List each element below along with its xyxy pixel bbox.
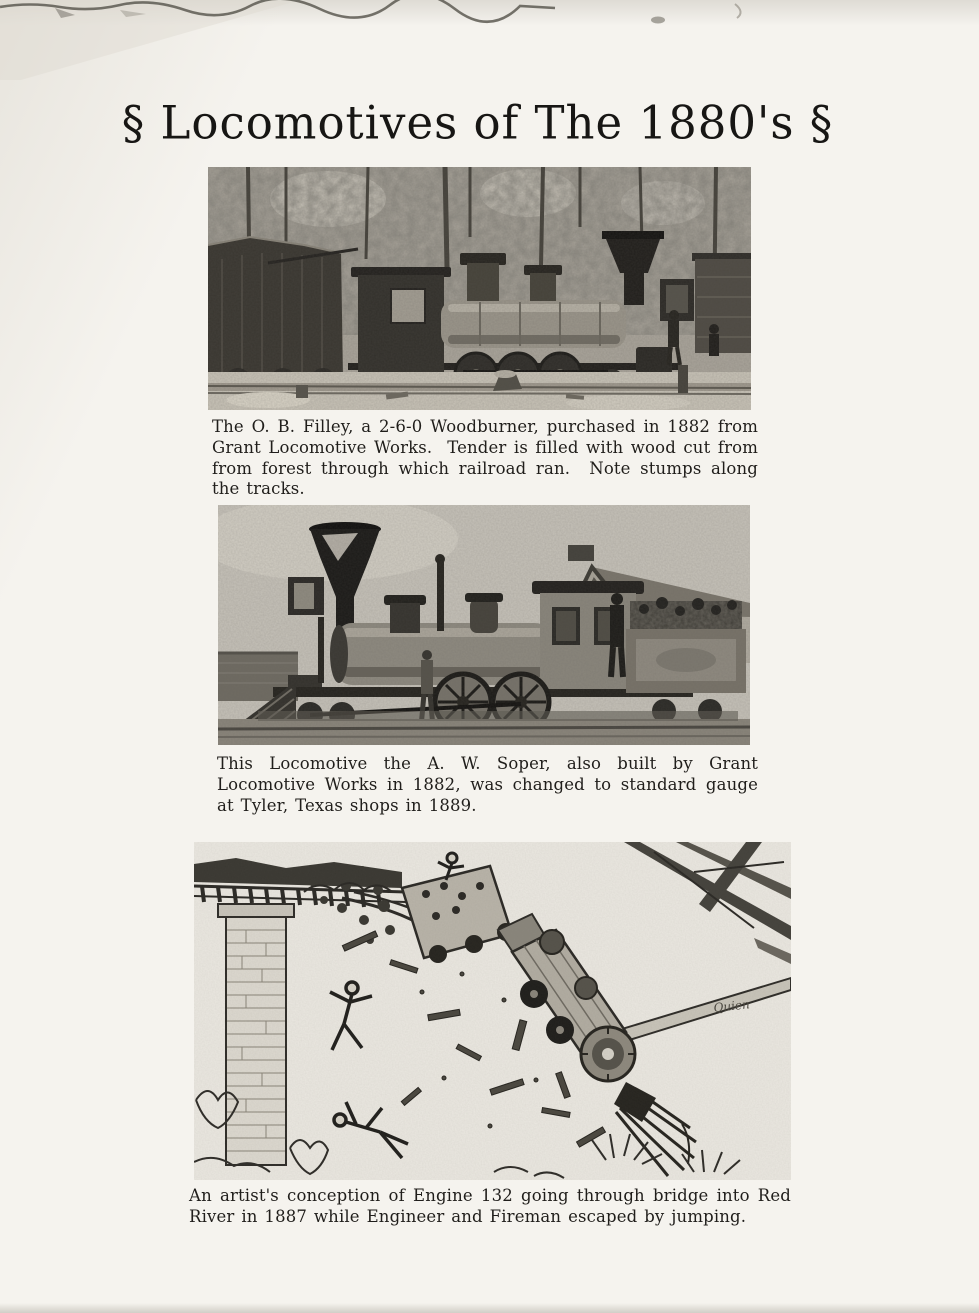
soper-locomotive-photograph	[218, 505, 750, 745]
filley-locomotive-photograph	[208, 167, 751, 410]
engraving-grain	[194, 842, 791, 1180]
caption-filley: The O. B. Filley, a 2-6-0 Woodburner, purchased in 1882 from Grant Locomotive Works. Tender is filled with wood cut from from forest through which railroad ran. Note stumps along the tracks.	[212, 417, 765, 499]
line-engraving-wreck	[194, 842, 791, 1180]
caption-soper: This Locomotive the A. W. Soper, also built by Grant Locomotive Works in 1882, was changed to standard gauge at Tyler, Texas shops in 1889.	[217, 754, 765, 815]
page-title: § Locomotives of The 1880's §	[121, 95, 834, 150]
halftone-photo-filley	[208, 167, 751, 410]
engine-132-wreck-engraving	[194, 842, 791, 1180]
torn-paper-edge	[0, 0, 979, 80]
halftone-photo-soper	[218, 505, 750, 745]
halftone-grain	[218, 505, 750, 745]
halftone-grain	[208, 167, 751, 410]
artist-signature: Quien	[712, 997, 751, 1015]
caption-engine-132: An artist's conception of Engine 132 going through bridge into Red River in 1887 while Engineer and Fireman escaped by jumping.	[189, 1186, 798, 1226]
